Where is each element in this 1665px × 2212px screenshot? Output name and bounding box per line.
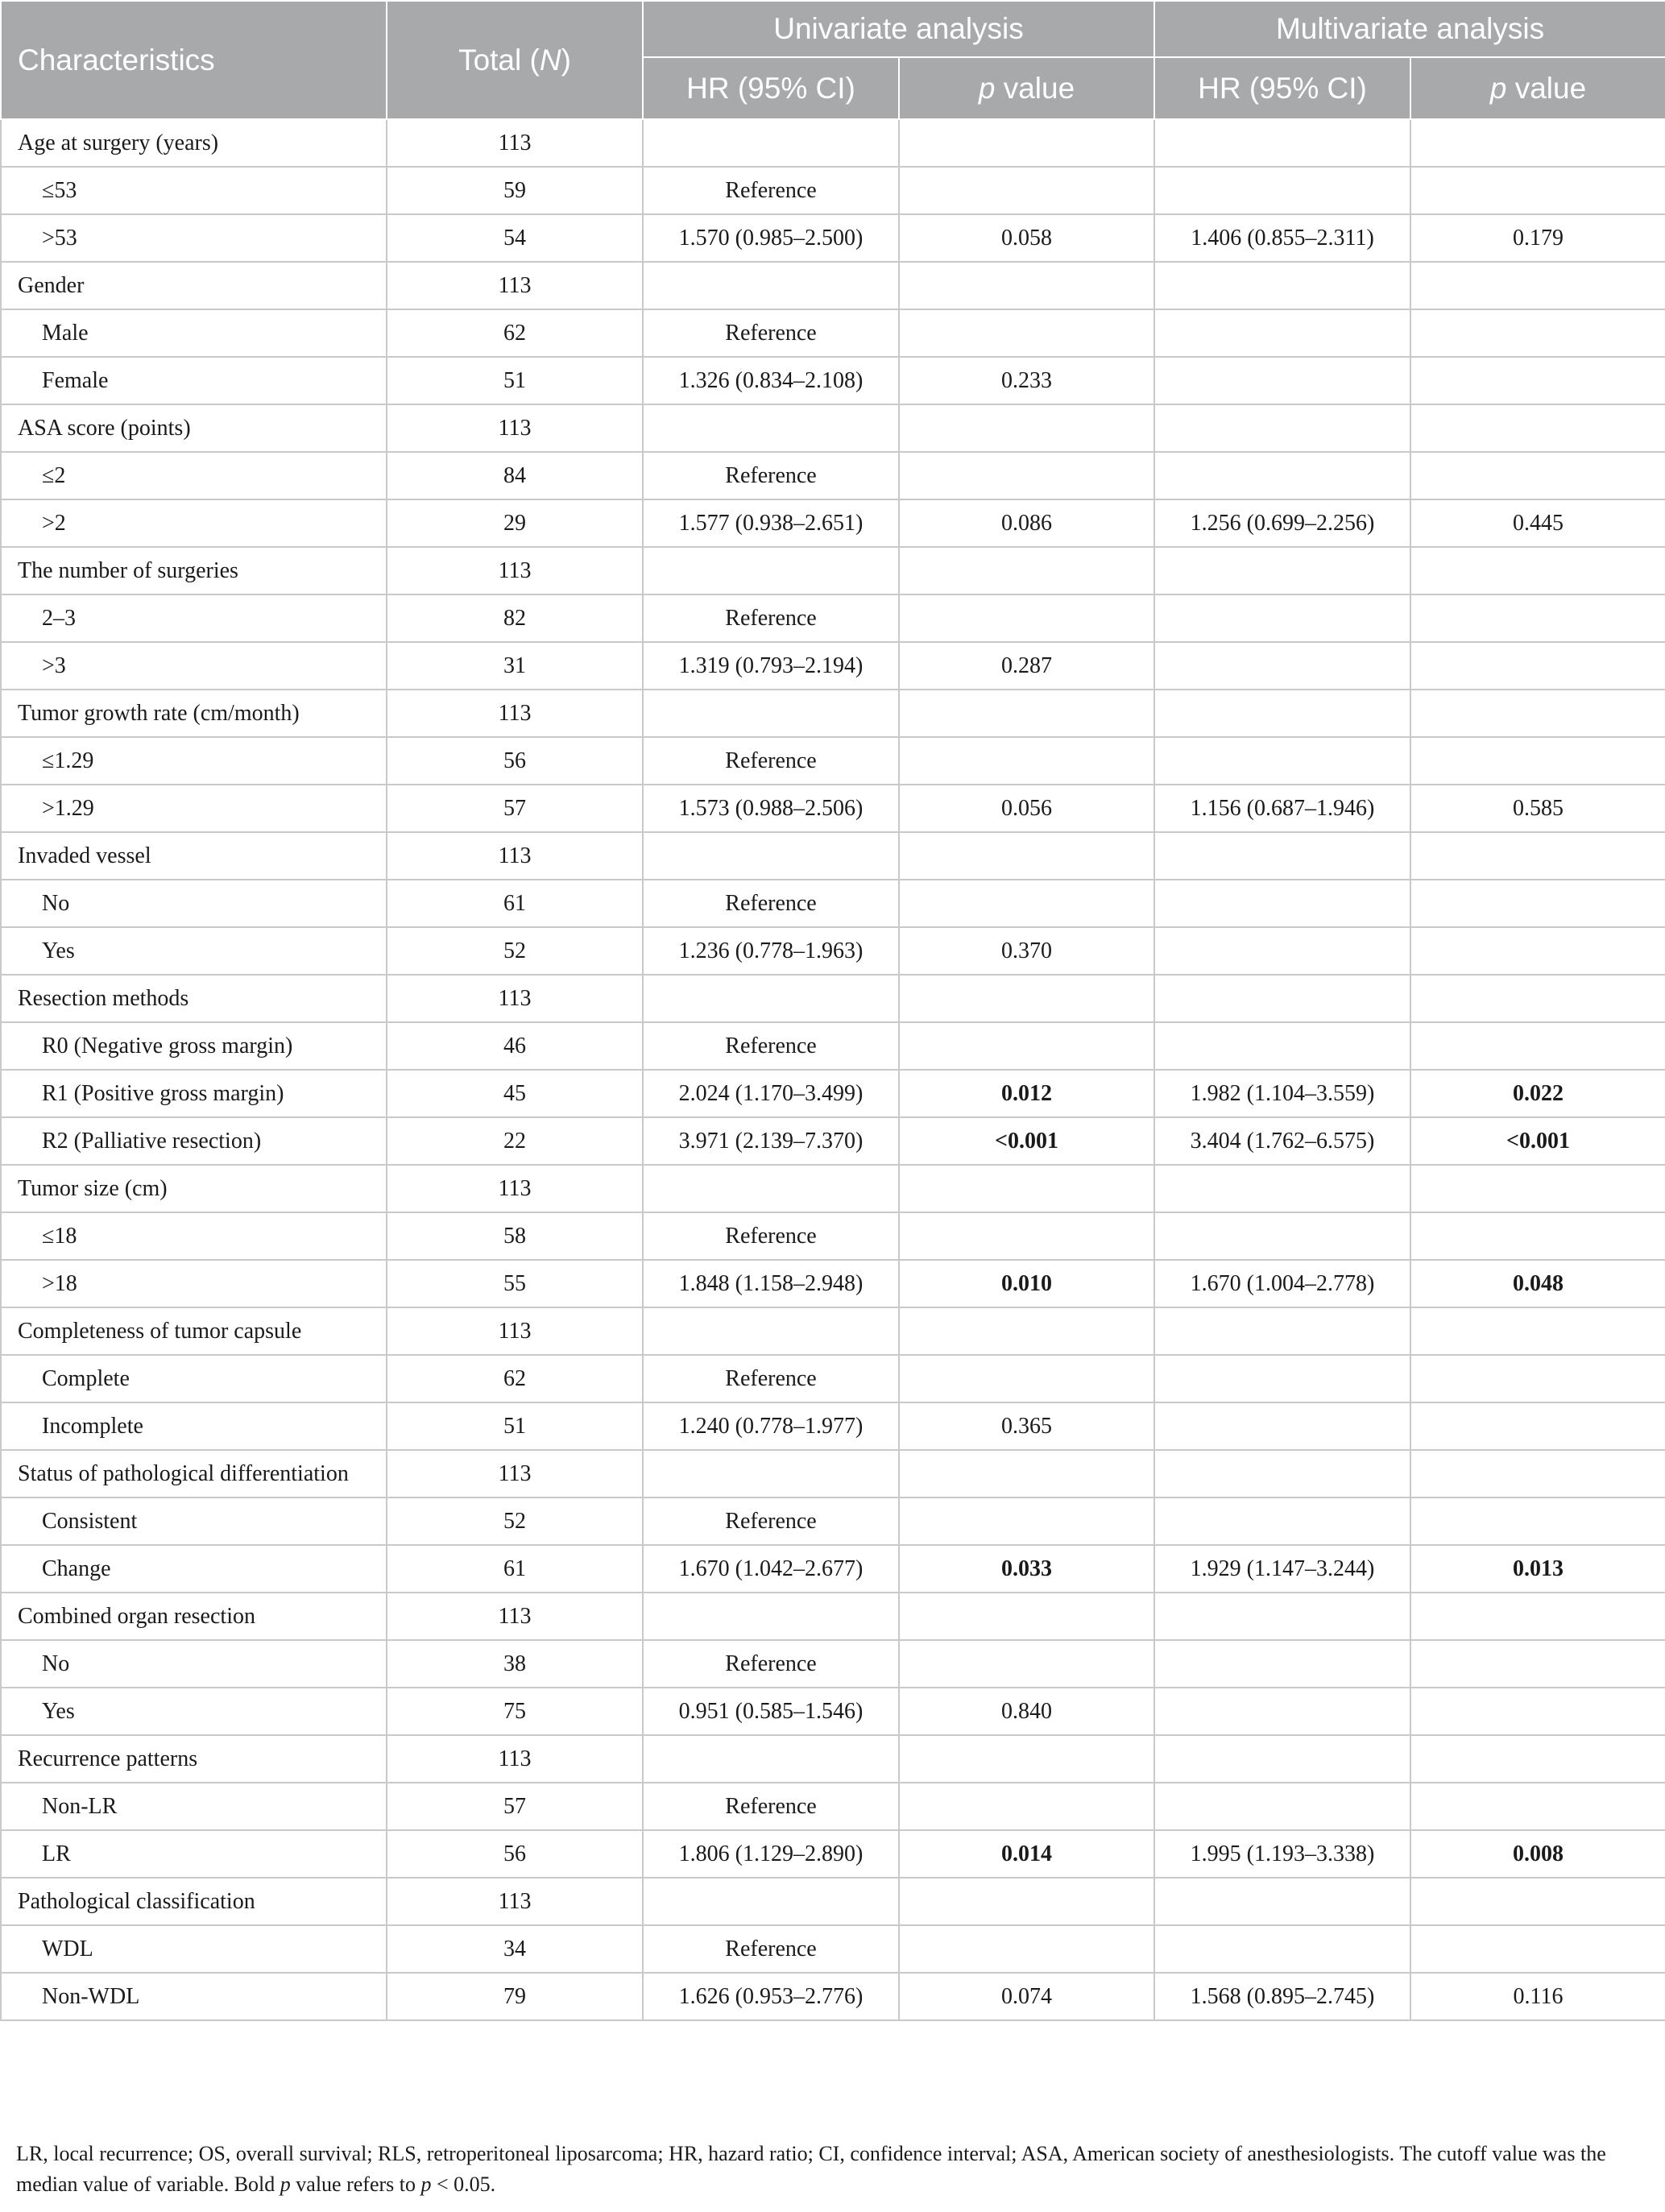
table-row — [1, 1355, 1665, 1402]
cell-total: 113 — [387, 1165, 643, 1212]
cell-multi-p — [1410, 690, 1665, 737]
cell-multi-hr: 1.406 (0.855–2.311) — [1154, 214, 1410, 262]
cell-total: 22 — [387, 1117, 643, 1165]
cell-total: 82 — [387, 594, 643, 642]
cell-uni-hr — [643, 832, 899, 880]
cell-uni-hr: 1.573 (0.988–2.506) — [643, 785, 899, 832]
cell-uni-p — [899, 1022, 1154, 1070]
table-row — [1, 1783, 1665, 1830]
cell-characteristic: LR — [1, 1830, 387, 1878]
cell-characteristic: R1 (Positive gross margin) — [1, 1070, 387, 1117]
cell-uni-p — [899, 737, 1154, 785]
cell-multi-hr — [1154, 1593, 1410, 1640]
cell-uni-hr: 1.806 (1.129–2.890) — [643, 1830, 899, 1878]
cell-multi-p — [1410, 547, 1665, 594]
cell-total: 62 — [387, 309, 643, 357]
cell-uni-hr: 1.626 (0.953–2.776) — [643, 1973, 899, 2020]
cell-multi-hr — [1154, 1355, 1410, 1402]
cell-multi-hr — [1154, 1925, 1410, 1973]
header-total: Total (N) — [387, 1, 643, 119]
cell-total: 56 — [387, 737, 643, 785]
cell-total: 113 — [387, 975, 643, 1022]
cell-total: 113 — [387, 1593, 643, 1640]
table-row — [1, 1640, 1665, 1688]
cell-total: 61 — [387, 880, 643, 927]
cell-total: 38 — [387, 1640, 643, 1688]
cell-multi-hr — [1154, 1450, 1410, 1497]
cell-uni-p: 0.058 — [899, 214, 1154, 262]
cell-uni-hr — [643, 1450, 899, 1497]
cell-characteristic: >3 — [1, 642, 387, 690]
cell-multi-p: <0.001 — [1410, 1117, 1665, 1165]
cell-multi-hr — [1154, 1022, 1410, 1070]
cell-multi-p — [1410, 642, 1665, 690]
cell-multi-p — [1410, 1688, 1665, 1735]
cell-total: 113 — [387, 690, 643, 737]
header-uni-hr: HR (95% CI) — [643, 57, 899, 119]
table-row-group — [1, 1878, 1665, 1925]
cell-uni-hr: 1.326 (0.834–2.108) — [643, 357, 899, 404]
cell-uni-p: 0.365 — [899, 1402, 1154, 1450]
cell-characteristic: Invaded vessel — [1, 832, 387, 880]
cell-multi-p: 0.585 — [1410, 785, 1665, 832]
cell-total: 113 — [387, 1450, 643, 1497]
cell-multi-p: 0.022 — [1410, 1070, 1665, 1117]
table-row — [1, 1925, 1665, 1973]
cell-multi-hr — [1154, 1402, 1410, 1450]
cell-multi-p: 0.116 — [1410, 1973, 1665, 2020]
cell-uni-hr — [643, 975, 899, 1022]
cell-characteristic: Male — [1, 309, 387, 357]
cell-uni-hr: Reference — [643, 309, 899, 357]
cell-uni-p — [899, 1212, 1154, 1260]
cell-uni-p — [899, 1355, 1154, 1402]
cell-multi-p — [1410, 1355, 1665, 1402]
cell-multi-p — [1410, 1640, 1665, 1688]
cell-characteristic: The number of surgeries — [1, 547, 387, 594]
cell-characteristic: No — [1, 1640, 387, 1688]
cell-characteristic: >18 — [1, 1260, 387, 1307]
cell-uni-p — [899, 452, 1154, 499]
cell-multi-hr: 1.929 (1.147–3.244) — [1154, 1545, 1410, 1593]
table-footnote: LR, local recurrence; OS, overall survival; RLS, retroperitoneal liposarcoma; HR, hazard ratio; CI, confidence interval; ASA, American society of anesthesiologists. The cutoff value was the median value of variable. Bold p value refers to p < 0.05. — [16, 2142, 1606, 2196]
cell-multi-hr — [1154, 1735, 1410, 1783]
cell-total: 52 — [387, 927, 643, 975]
cell-uni-p — [899, 832, 1154, 880]
cell-multi-hr — [1154, 690, 1410, 737]
cell-uni-p: <0.001 — [899, 1117, 1154, 1165]
cell-multi-hr — [1154, 1212, 1410, 1260]
cell-total: 113 — [387, 119, 643, 167]
cell-characteristic: Consistent — [1, 1497, 387, 1545]
header-multi-p: p value — [1410, 57, 1665, 119]
cell-characteristic: R2 (Palliative resection) — [1, 1117, 387, 1165]
cell-uni-p: 0.086 — [899, 499, 1154, 547]
cell-uni-hr: Reference — [643, 1783, 899, 1830]
cell-multi-hr: 1.156 (0.687–1.946) — [1154, 785, 1410, 832]
cell-uni-hr: 1.670 (1.042–2.677) — [643, 1545, 899, 1593]
cell-uni-hr — [643, 119, 899, 167]
cell-total: 59 — [387, 167, 643, 214]
cell-uni-p — [899, 690, 1154, 737]
cell-characteristic: Combined organ resection — [1, 1593, 387, 1640]
cell-multi-p — [1410, 832, 1665, 880]
table-row — [1, 357, 1665, 404]
cell-uni-hr: 1.848 (1.158–2.948) — [643, 1260, 899, 1307]
cell-total: 113 — [387, 1735, 643, 1783]
cell-uni-p — [899, 594, 1154, 642]
table-row-group — [1, 1450, 1665, 1497]
cell-multi-p: 0.008 — [1410, 1830, 1665, 1878]
cell-uni-p — [899, 1165, 1154, 1212]
cell-uni-hr: 2.024 (1.170–3.499) — [643, 1070, 899, 1117]
cell-uni-hr: Reference — [643, 1497, 899, 1545]
table-row-group — [1, 547, 1665, 594]
cell-multi-p — [1410, 1783, 1665, 1830]
cell-uni-p — [899, 975, 1154, 1022]
table-row — [1, 1402, 1665, 1450]
cell-total: 113 — [387, 404, 643, 452]
cell-total: 61 — [387, 1545, 643, 1593]
table-row — [1, 452, 1665, 499]
cell-multi-hr — [1154, 1165, 1410, 1212]
cell-total: 31 — [387, 642, 643, 690]
cell-uni-hr: Reference — [643, 737, 899, 785]
cell-uni-p — [899, 1783, 1154, 1830]
cell-total: 29 — [387, 499, 643, 547]
table-row-group — [1, 1307, 1665, 1355]
cell-multi-hr: 3.404 (1.762–6.575) — [1154, 1117, 1410, 1165]
cell-multi-hr — [1154, 262, 1410, 309]
cell-characteristic: ≤1.29 — [1, 737, 387, 785]
table-row — [1, 1022, 1665, 1070]
cell-total: 113 — [387, 547, 643, 594]
cell-total: 57 — [387, 785, 643, 832]
cell-multi-p — [1410, 594, 1665, 642]
header-univariate: Univariate analysis — [643, 1, 1154, 57]
cell-multi-hr — [1154, 594, 1410, 642]
cell-characteristic: Change — [1, 1545, 387, 1593]
cell-multi-p — [1410, 309, 1665, 357]
header-multi-hr: HR (95% CI) — [1154, 57, 1410, 119]
cell-multi-p — [1410, 1497, 1665, 1545]
cell-characteristic: >1.29 — [1, 785, 387, 832]
cell-uni-hr: 1.577 (0.938–2.651) — [643, 499, 899, 547]
table-row — [1, 499, 1665, 547]
cell-multi-hr: 1.568 (0.895–2.745) — [1154, 1973, 1410, 2020]
table-row — [1, 1973, 1665, 2020]
cell-multi-p — [1410, 357, 1665, 404]
cell-characteristic: Yes — [1, 1688, 387, 1735]
cell-total: 113 — [387, 1878, 643, 1925]
cell-multi-hr: 1.982 (1.104–3.559) — [1154, 1070, 1410, 1117]
table-row-group — [1, 119, 1665, 167]
table-row — [1, 1260, 1665, 1307]
cell-uni-hr: 1.236 (0.778–1.963) — [643, 927, 899, 975]
cell-total: 54 — [387, 214, 643, 262]
cell-multi-p — [1410, 737, 1665, 785]
cell-multi-hr: 1.670 (1.004–2.778) — [1154, 1260, 1410, 1307]
cell-characteristic: Non-LR — [1, 1783, 387, 1830]
cell-uni-hr — [643, 1878, 899, 1925]
cell-characteristic: Tumor size (cm) — [1, 1165, 387, 1212]
cell-uni-p — [899, 167, 1154, 214]
cell-uni-hr: Reference — [643, 1925, 899, 1973]
cell-uni-hr — [643, 1307, 899, 1355]
cell-multi-p — [1410, 1307, 1665, 1355]
cell-uni-p — [899, 404, 1154, 452]
cell-uni-hr: 1.240 (0.778–1.977) — [643, 1402, 899, 1450]
cell-multi-hr — [1154, 975, 1410, 1022]
cell-multi-p — [1410, 1212, 1665, 1260]
cell-uni-p — [899, 309, 1154, 357]
cell-uni-p: 0.287 — [899, 642, 1154, 690]
cell-uni-p: 0.074 — [899, 1973, 1154, 2020]
cell-total: 51 — [387, 357, 643, 404]
table-row-group — [1, 690, 1665, 737]
cell-characteristic: >53 — [1, 214, 387, 262]
cell-multi-hr — [1154, 1307, 1410, 1355]
cell-uni-p — [899, 547, 1154, 594]
cell-uni-hr — [643, 1735, 899, 1783]
cell-characteristic: Yes — [1, 927, 387, 975]
table-header — [1, 1, 1665, 119]
cell-multi-hr — [1154, 832, 1410, 880]
cell-uni-p — [899, 1735, 1154, 1783]
cell-characteristic: R0 (Negative gross margin) — [1, 1022, 387, 1070]
cell-uni-hr: Reference — [643, 452, 899, 499]
cell-uni-hr — [643, 690, 899, 737]
cell-total: 113 — [387, 832, 643, 880]
header-multivariate: Multivariate analysis — [1154, 1, 1665, 57]
header-characteristics: Characteristics — [1, 1, 387, 119]
cell-uni-p — [899, 1640, 1154, 1688]
cell-total: 45 — [387, 1070, 643, 1117]
cell-uni-hr: 1.570 (0.985–2.500) — [643, 214, 899, 262]
cell-multi-hr — [1154, 1688, 1410, 1735]
table-row — [1, 1070, 1665, 1117]
table-row — [1, 785, 1665, 832]
cell-total: 52 — [387, 1497, 643, 1545]
cell-total: 113 — [387, 1307, 643, 1355]
table-row — [1, 1212, 1665, 1260]
cell-characteristic: >2 — [1, 499, 387, 547]
cell-total: 51 — [387, 1402, 643, 1450]
cell-uni-p — [899, 1450, 1154, 1497]
cell-uni-p — [899, 1307, 1154, 1355]
table-row — [1, 214, 1665, 262]
table-row — [1, 309, 1665, 357]
cell-uni-p — [899, 880, 1154, 927]
cell-multi-p — [1410, 404, 1665, 452]
cell-multi-hr — [1154, 737, 1410, 785]
cell-characteristic: Age at surgery (years) — [1, 119, 387, 167]
cell-multi-p: 0.048 — [1410, 1260, 1665, 1307]
header-uni-p: p value — [899, 57, 1154, 119]
cell-uni-hr — [643, 404, 899, 452]
cell-uni-p — [899, 1497, 1154, 1545]
cell-multi-p — [1410, 1022, 1665, 1070]
cell-multi-hr — [1154, 119, 1410, 167]
cell-uni-hr — [643, 1593, 899, 1640]
cell-total: 46 — [387, 1022, 643, 1070]
table-row — [1, 1117, 1665, 1165]
cell-uni-p: 0.012 — [899, 1070, 1154, 1117]
cell-characteristic: Resection methods — [1, 975, 387, 1022]
cell-characteristic: No — [1, 880, 387, 927]
cell-uni-hr: 0.951 (0.585–1.546) — [643, 1688, 899, 1735]
cell-characteristic: Pathological classification — [1, 1878, 387, 1925]
table-row-group — [1, 404, 1665, 452]
table-body — [1, 119, 1665, 2020]
cell-uni-p: 0.033 — [899, 1545, 1154, 1593]
table-row-group — [1, 832, 1665, 880]
cell-characteristic: 2–3 — [1, 594, 387, 642]
cell-uni-hr: Reference — [643, 594, 899, 642]
cell-multi-p — [1410, 880, 1665, 927]
cell-characteristic: ASA score (points) — [1, 404, 387, 452]
cell-uni-hr: Reference — [643, 167, 899, 214]
cell-multi-p: 0.445 — [1410, 499, 1665, 547]
table-row — [1, 1830, 1665, 1878]
cell-characteristic: Completeness of tumor capsule — [1, 1307, 387, 1355]
table-row — [1, 167, 1665, 214]
cell-uni-hr — [643, 1165, 899, 1212]
cell-multi-p — [1410, 167, 1665, 214]
cell-uni-hr — [643, 547, 899, 594]
cell-uni-p — [899, 262, 1154, 309]
cell-multi-p — [1410, 1735, 1665, 1783]
cell-multi-p — [1410, 1878, 1665, 1925]
cell-characteristic: Female — [1, 357, 387, 404]
cell-uni-p: 0.014 — [899, 1830, 1154, 1878]
cell-multi-hr — [1154, 547, 1410, 594]
cell-multi-hr — [1154, 309, 1410, 357]
cell-multi-hr — [1154, 880, 1410, 927]
cell-multi-p — [1410, 1593, 1665, 1640]
cell-uni-hr: Reference — [643, 1212, 899, 1260]
cell-uni-hr: Reference — [643, 880, 899, 927]
cell-total: 57 — [387, 1783, 643, 1830]
cell-uni-hr: 1.319 (0.793–2.194) — [643, 642, 899, 690]
table-row-group — [1, 1593, 1665, 1640]
cell-multi-p — [1410, 262, 1665, 309]
cell-multi-hr — [1154, 927, 1410, 975]
cell-multi-p — [1410, 975, 1665, 1022]
cell-uni-p — [899, 1878, 1154, 1925]
cell-total: 79 — [387, 1973, 643, 2020]
table-row — [1, 880, 1665, 927]
cell-uni-p — [899, 1593, 1154, 1640]
cell-uni-p: 0.840 — [899, 1688, 1154, 1735]
cell-uni-p: 0.056 — [899, 785, 1154, 832]
cell-multi-hr: 1.995 (1.193–3.338) — [1154, 1830, 1410, 1878]
cell-characteristic: ≤18 — [1, 1212, 387, 1260]
cell-multi-hr — [1154, 1878, 1410, 1925]
cell-total: 75 — [387, 1688, 643, 1735]
cell-multi-hr — [1154, 452, 1410, 499]
cell-multi-hr: 1.256 (0.699–2.256) — [1154, 499, 1410, 547]
cell-uni-p — [899, 119, 1154, 167]
cell-uni-hr: Reference — [643, 1022, 899, 1070]
cell-uni-hr: Reference — [643, 1640, 899, 1688]
table-row — [1, 737, 1665, 785]
cell-characteristic: Gender — [1, 262, 387, 309]
cell-characteristic: Status of pathological differentiation — [1, 1450, 387, 1497]
table-row-group — [1, 262, 1665, 309]
cell-total: 84 — [387, 452, 643, 499]
cell-multi-p — [1410, 1402, 1665, 1450]
cell-characteristic: Tumor growth rate (cm/month) — [1, 690, 387, 737]
table-row — [1, 594, 1665, 642]
table-row-group — [1, 1735, 1665, 1783]
cell-multi-p — [1410, 452, 1665, 499]
cell-total: 34 — [387, 1925, 643, 1973]
cell-uni-p: 0.010 — [899, 1260, 1154, 1307]
cell-multi-p: 0.179 — [1410, 214, 1665, 262]
cell-uni-hr — [643, 262, 899, 309]
table-row-group — [1, 975, 1665, 1022]
cell-multi-hr — [1154, 1783, 1410, 1830]
cell-multi-p — [1410, 119, 1665, 167]
cell-multi-p: 0.013 — [1410, 1545, 1665, 1593]
cell-uni-hr: 3.971 (2.139–7.370) — [643, 1117, 899, 1165]
cell-multi-hr — [1154, 357, 1410, 404]
cell-multi-hr — [1154, 642, 1410, 690]
cell-multi-p — [1410, 1925, 1665, 1973]
cell-characteristic: Incomplete — [1, 1402, 387, 1450]
table-row — [1, 927, 1665, 975]
cell-characteristic: Complete — [1, 1355, 387, 1402]
cell-multi-hr — [1154, 404, 1410, 452]
table-row — [1, 1497, 1665, 1545]
cell-multi-hr — [1154, 1497, 1410, 1545]
table-row — [1, 1688, 1665, 1735]
cell-multi-hr — [1154, 1640, 1410, 1688]
cell-multi-p — [1410, 927, 1665, 975]
cell-total: 58 — [387, 1212, 643, 1260]
table-row — [1, 642, 1665, 690]
cell-characteristic: Non-WDL — [1, 1973, 387, 2020]
cell-characteristic: WDL — [1, 1925, 387, 1973]
cell-uni-p — [899, 1925, 1154, 1973]
cell-multi-p — [1410, 1450, 1665, 1497]
cell-total: 56 — [387, 1830, 643, 1878]
cell-multi-p — [1410, 1165, 1665, 1212]
table-row — [1, 1545, 1665, 1593]
cell-total: 62 — [387, 1355, 643, 1402]
cell-uni-hr: Reference — [643, 1355, 899, 1402]
cell-uni-p: 0.233 — [899, 357, 1154, 404]
cell-characteristic: Recurrence patterns — [1, 1735, 387, 1783]
cell-characteristic: ≤53 — [1, 167, 387, 214]
table-row-group — [1, 1165, 1665, 1212]
cell-characteristic: ≤2 — [1, 452, 387, 499]
cell-total: 113 — [387, 262, 643, 309]
cell-total: 55 — [387, 1260, 643, 1307]
cell-multi-hr — [1154, 167, 1410, 214]
cell-uni-p: 0.370 — [899, 927, 1154, 975]
